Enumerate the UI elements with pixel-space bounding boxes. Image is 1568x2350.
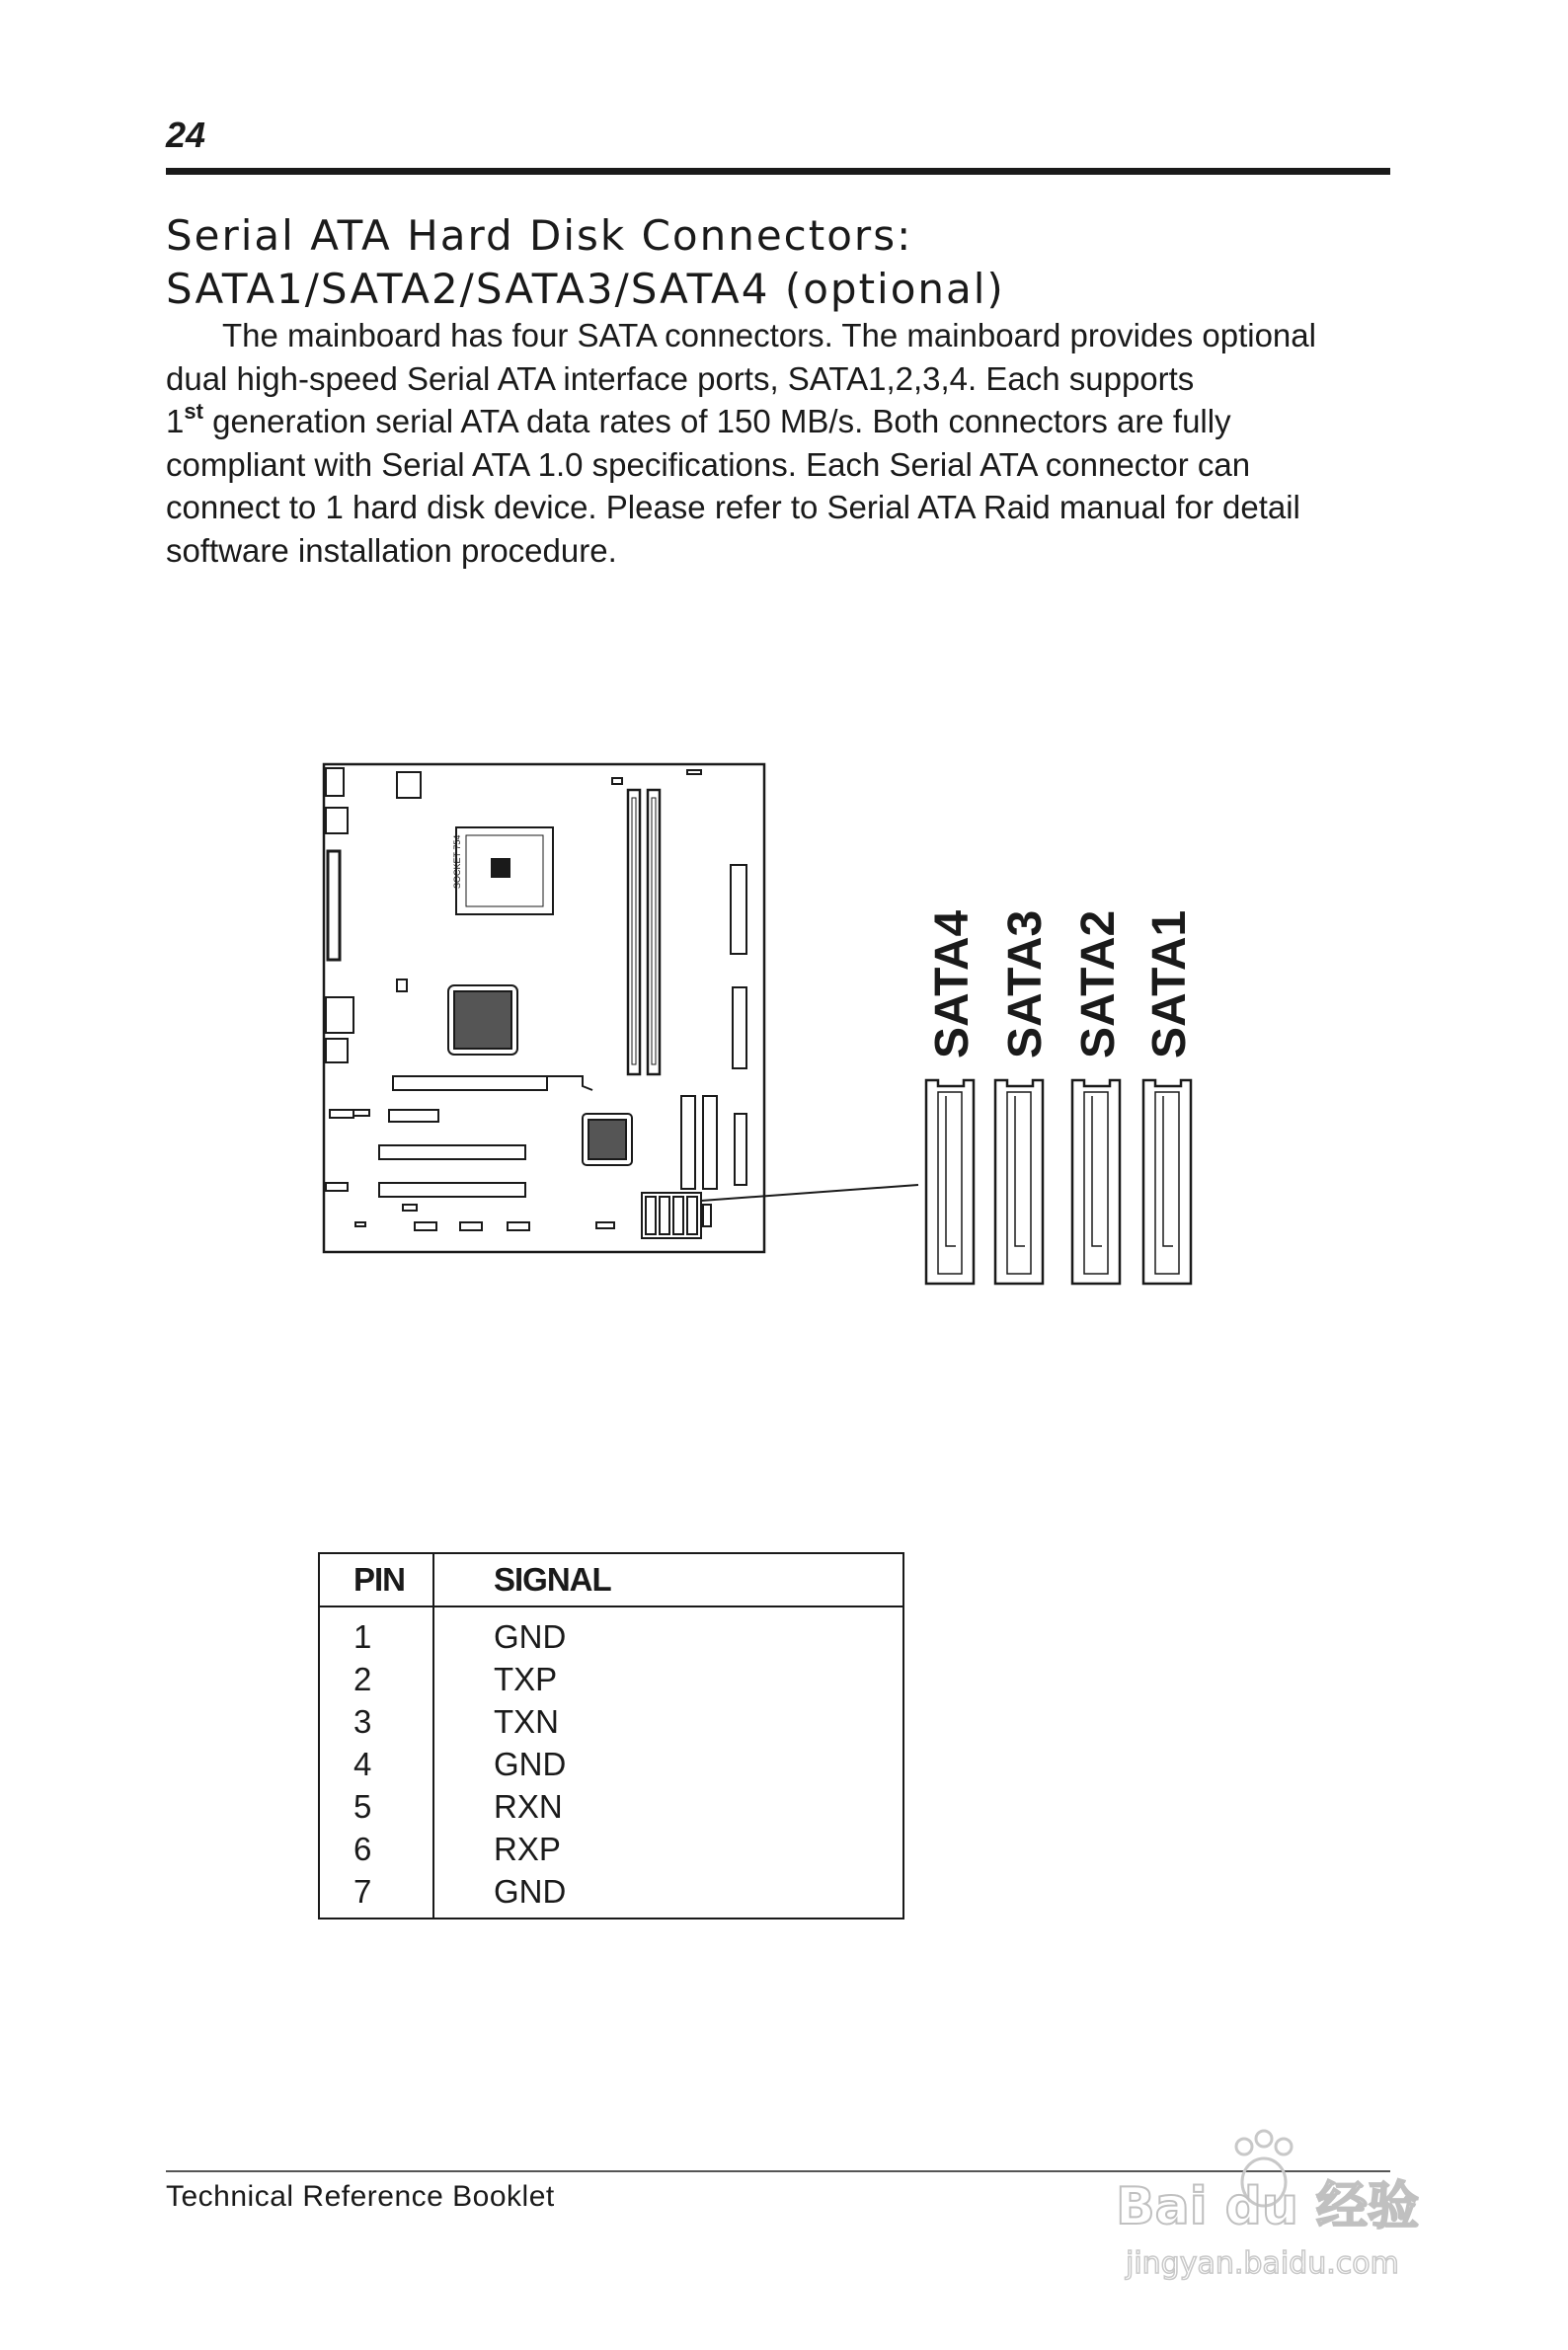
northbridge-die	[454, 991, 511, 1049]
paw-toe-icon	[1276, 2139, 1292, 2154]
io-port	[326, 768, 344, 796]
small-header	[612, 778, 622, 784]
ide-header	[703, 1096, 717, 1189]
paw-toe-icon	[1236, 2139, 1252, 2154]
signal-cell: GND	[494, 1618, 567, 1655]
sata4-label: SATA4	[926, 909, 979, 1058]
pin-column-header: PIN	[353, 1561, 406, 1598]
io-port	[326, 1039, 348, 1062]
signal-cell: RXP	[494, 1831, 561, 1867]
cpu-socket-inner	[466, 835, 543, 906]
ordinal-suffix: st	[184, 399, 203, 424]
signal-column-header: SIGNAL	[494, 1561, 611, 1598]
bottom-header	[460, 1222, 482, 1230]
pin-cell: 7	[353, 1873, 372, 1910]
dimm-slot	[648, 790, 660, 1074]
agp-slot	[393, 1076, 547, 1090]
bottom-header	[596, 1222, 614, 1228]
baidu-watermark	[1106, 2113, 1461, 2291]
pci-slot	[379, 1183, 525, 1197]
section-heading	[166, 209, 1410, 316]
paragraph-line: dual high-speed Serial ATA interface ports, SATA1,2,3,4. Each supports	[166, 359, 1195, 397]
cpu-socket-center	[492, 859, 510, 877]
sata4-connector	[926, 1080, 974, 1284]
floppy-header	[735, 1114, 746, 1185]
bottom-header	[415, 1222, 436, 1230]
fan-header	[397, 979, 407, 991]
io-port	[326, 997, 353, 1033]
header-divider	[320, 1606, 902, 1607]
agp-retention	[547, 1076, 592, 1090]
paragraph-line	[166, 400, 1400, 443]
table-row	[320, 1743, 902, 1785]
dimm-slot-detail	[632, 798, 636, 1064]
table-row	[320, 1785, 902, 1828]
paragraph-line: The mainboard has four SATA connectors. The mainboard provides optional	[222, 317, 1316, 353]
small-header	[703, 1205, 711, 1226]
ordinal-number: 1	[166, 403, 185, 439]
bottom-header	[508, 1222, 529, 1230]
southbridge-chip	[583, 1114, 632, 1165]
atx-power-connector	[731, 865, 746, 954]
sata2-connector-slot	[1084, 1092, 1108, 1274]
pin-cell: 2	[353, 1661, 372, 1697]
small-header	[403, 1205, 417, 1211]
small-header	[687, 770, 701, 774]
small-header	[326, 1183, 348, 1191]
sata4-connector-key	[946, 1096, 956, 1246]
pin-table-body	[320, 1615, 902, 1913]
paragraph-line: software installation procedure.	[166, 531, 617, 569]
ide-connector	[733, 987, 746, 1068]
onboard-sata-connector	[646, 1197, 656, 1234]
sata2-connector-outline	[1072, 1080, 1120, 1284]
pin-cell: 6	[353, 1831, 372, 1867]
signal-cell: RXN	[494, 1788, 563, 1825]
mainboard-outline	[324, 764, 764, 1252]
sata-pin-table	[318, 1552, 904, 1919]
atx12v-connector	[397, 772, 421, 798]
table-row	[320, 1658, 902, 1700]
signal-cell: GND	[494, 1873, 567, 1910]
cnr-slot	[389, 1110, 438, 1122]
pin-cell: 3	[353, 1703, 372, 1740]
body-paragraph	[166, 314, 1400, 572]
paragraph-line-rest: generation serial ATA data rates of 150 MB/s. Both connectors are fully	[202, 403, 1231, 439]
sata3-connector	[995, 1080, 1043, 1284]
pci-slot	[379, 1145, 525, 1159]
sata4-connector-outline	[926, 1080, 974, 1284]
onboard-sata-connector	[660, 1197, 669, 1234]
table-row	[320, 1615, 902, 1658]
dimm-slot	[628, 790, 640, 1074]
signal-cell: GND	[494, 1746, 567, 1782]
sata2-connector-key	[1092, 1096, 1102, 1246]
header-rule	[166, 168, 1390, 175]
sata1-connector-key	[1163, 1096, 1173, 1246]
table-row	[320, 1870, 902, 1913]
sata1-connector	[1143, 1080, 1191, 1284]
pin-cell: 4	[353, 1746, 372, 1782]
small-header	[330, 1110, 353, 1118]
sata1-connector-outline	[1143, 1080, 1191, 1284]
sata1-label: SATA1	[1143, 909, 1196, 1058]
signal-cell: TXP	[494, 1661, 558, 1697]
table-row	[320, 1700, 902, 1743]
pin-cell: 1	[353, 1618, 372, 1655]
sata3-label: SATA3	[999, 909, 1052, 1058]
leader-line	[701, 1185, 918, 1201]
signal-cell: TXN	[494, 1703, 559, 1740]
watermark-url: jingyan.baidu.com	[1126, 2246, 1399, 2281]
paragraph-line: compliant with Serial ATA 1.0 specifications. Each Serial ATA connector can	[166, 445, 1251, 483]
paw-toe-icon	[1256, 2131, 1272, 2147]
bottom-header	[355, 1222, 365, 1226]
footer-text: Technical Reference Booklet	[166, 2180, 555, 2213]
sata2-label: SATA2	[1072, 909, 1125, 1058]
socket-label: SOCKET 754	[452, 834, 462, 889]
sata-group-box	[642, 1193, 701, 1238]
io-port	[326, 808, 348, 833]
sata3-connector-key	[1015, 1096, 1025, 1246]
page-number: 24	[166, 115, 206, 155]
sata2-connector	[1072, 1080, 1120, 1284]
sata1-connector-slot	[1155, 1092, 1179, 1274]
sata4-connector-slot	[938, 1092, 962, 1274]
io-port	[328, 851, 340, 960]
northbridge-chip	[448, 985, 517, 1055]
onboard-sata-connector	[673, 1197, 683, 1234]
southbridge-die	[588, 1120, 626, 1159]
onboard-sata-connector	[687, 1197, 697, 1234]
paragraph-line: connect to 1 hard disk device. Please refer to Serial ATA Raid manual for detail	[166, 489, 1300, 525]
sata3-connector-slot	[1007, 1092, 1031, 1274]
heading-line-1: Serial ATA Hard Disk Connectors:	[166, 211, 913, 260]
sata3-connector-outline	[995, 1080, 1043, 1284]
ide-header	[681, 1096, 695, 1189]
cpu-socket	[456, 827, 553, 914]
dimm-slot-detail	[652, 798, 656, 1064]
table-row	[320, 1828, 902, 1870]
pin-cell: 5	[353, 1788, 372, 1825]
heading-line-2: SATA1/SATA2/SATA3/SATA4 (optional)	[166, 265, 1005, 313]
watermark-brand: Bai du 经验	[1116, 2177, 1419, 2236]
small-header	[353, 1110, 369, 1116]
